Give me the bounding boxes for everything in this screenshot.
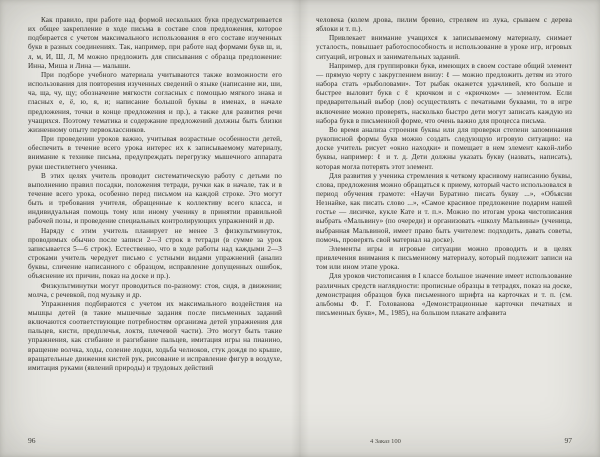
paragraph: Как правило, при работе над формой нескольких букв предусматривается их общее закрепление в ходе письма в составе слов предложения, которое подбирается с учетом максимального использования в его составе изученных букв в разных соединениях. Так, например, при работе над формами букв ш, и, л, м, И, Ш, Л, М можно предложить для списывания с образца предложение: Инна, Миша и Лина — малыши. bbox=[28, 16, 282, 70]
paragraph: В этих целях учитель проводит систематическую работу с детьми по выполнению правил посадки, положения тетради, ручки как в начале, так и в течение всего урока, особенно перед письмом на каждой строке. Это могут быть и требования учителя, обращенные к коллективу всего класса, и индивидуальная помощь тому или иному ученику в принятии правильной рабочей позы, и проведение специальных контролирующих упражнений и др. bbox=[28, 171, 282, 226]
page-number-right: 97 bbox=[564, 436, 572, 445]
paragraph: Физкультминутки могут проводиться по-разному: стоя, сидя, в движении; молча, с речевкой, под музыку и др. bbox=[28, 281, 282, 299]
paragraph: Привлекает внимание учащихся к записываемому материалу, снимает усталость, повышает работоспособность и использование в уроке игр, игровых ситуаций, игровых и занимательных заданий. bbox=[316, 34, 572, 61]
printers-mark: 4 Заказ 100 bbox=[370, 438, 401, 445]
page-right bbox=[300, 0, 600, 457]
paragraph: Для уроков чистописания в I классе большое значение имеет использование различных средств наглядности: прописные образцы в тетрадях, показ на доске, демонстрация образцов букв письменного шрифта на карточках и т. п. (см. альбомы Ф. Г. Голованова «Демонстрационные карточки печатных и письменных букв», М., 1985), на большом плакате алфавита bbox=[316, 272, 572, 317]
page-right-footer bbox=[300, 433, 600, 445]
paragraph: Элементы игры и игровые ситуации можно проводить и в целях привлечения внимания к письменному материалу, который подлежит записи на том или ином этапе урока. bbox=[316, 244, 572, 272]
paragraph: Упражнения подбираются с учетом их максимального воздействия на мышцы детей (в такие мышечные задания после письменных заданий включаются соответствующие потребностям организма детей упражнения для пальцев, кисти, предплечья, локтя, плечевой части). Это могут быть такие упражнения, как сгибание и разгибание пальцев, имитация игры на пианино, вращение волчка, ходы, соление лодки, ходьба челноков, стук дождя по крыше, вращательные движения кистей рук, рисование и исправление фигур в воздухе, имитация руками (явлений природы) и трудовых действий bbox=[28, 299, 282, 372]
page-right-text bbox=[316, 16, 572, 420]
paragraph: Например, для группировки букв, имеющих в своем составе общий элемент — прямую черту с закруглением внизу: ℓ — можно предложить детям из этого набора стать «рыболовами». Тот рыбак окажется удачливей, кто больше и быстрее выловит букв с ℓ крючком и с «крючком» — элементом. Если предварительный выбор (лов) осуществлять с печатными буквами, то в игре включение можно проверять, насколько быстро дети могут записать каждую из набора букв в письменной форме, что очень важно для процесса письма. bbox=[316, 61, 572, 125]
page-number-left: 96 bbox=[28, 436, 36, 445]
page-left-text bbox=[28, 16, 282, 420]
page-left-footer bbox=[0, 433, 300, 445]
paragraph: человека (колем дрова, пилим бревно, стреляем из лука, срываем с дерева яблоки и т. п.). bbox=[316, 16, 572, 34]
paragraph: Для развития у ученика стремления к четкому красивому написанию буквы, слова, предложения можно обращаться к приему, который часто использовался в период обучения грамоте: «Научи Буратино писать букву ...», «Объясни Незнайке, как писать слово ...», «Самое красивое предложение подарим нашей гостье — лисичке, кукле Кате и т. п.». Можно по итогам урока чистописания выбрать «Мальвину» (по очереди) и организовать «школу Мальвины» (ученица, выбранная Мальвиной, имеет право быть учителем: подходить, давать советы, помочь, проверять свой материал на доске). bbox=[316, 171, 572, 244]
paragraph: При проведении уроков важно, учитывая возрастные особенности детей, обеспечить в течение всего урока интерес их к записываемому материалу, внимание к технике письма, предупреждать перегрузку мышечного аппарата руки шестилетнего ученика. bbox=[28, 135, 282, 171]
paragraph: Во время анализа строения буквы или для проверки степени запоминания рукописной формы букв можно создать следующую игровую ситуацию: на доске учитель рисует «окно находки» и помещает в нем элемент какой-либо буквы, например: ℓ и т. д. Дети должны указать букву (назвать, написать), которая могла потерять этот элемент. bbox=[316, 125, 572, 171]
paragraph: При подборе учебного материала учитываются также возможности его использования для повторения изученных сведений о языке (написание жи, ши, ча, ща, чу, щу; обозначение мягкости согласных с помощью мягкого знака и гласных е, ё, ю, я, и; написание большой буквы в именах, в начале предложения, точки в конце предложения и пр.), а также для развития речи учащихся. Поэтому тематика и содержание предложений должны быть близки жизненному опыту первоклассников. bbox=[28, 70, 282, 134]
paragraph: Наряду с этим учитель планирует не менее 3 физкультминуток, проводимых обычно после записи 2—3 строк в тетради (в сумме за урок записывается 5—6 строк). Естественно, что в ходе работы над каждыми 2—3 строками учитель чередует письмо с устными видами упражнений (анализ буквы, сличение написанного с образцом, исправление допущенных ошибок, объяснение их причин, показ на доске и пр.). bbox=[28, 226, 282, 281]
